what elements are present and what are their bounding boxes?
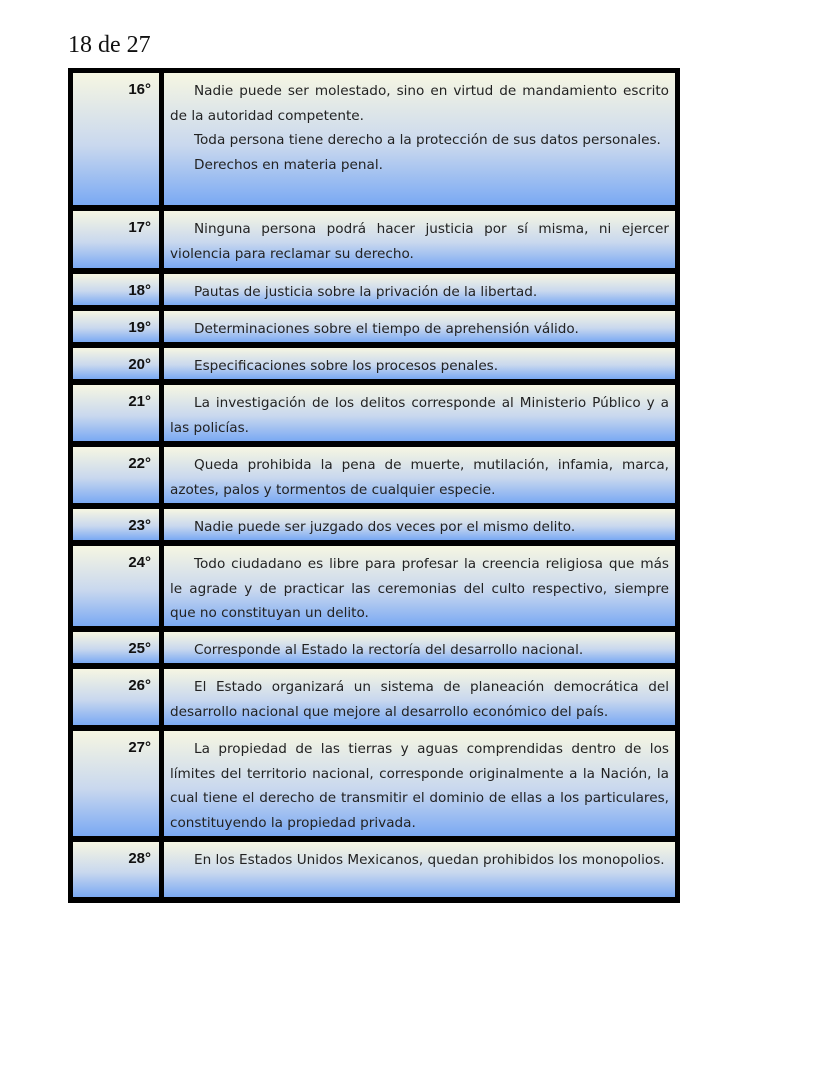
article-summary bbox=[164, 632, 675, 663]
article-paragraph: Ninguna persona podrá hacer justicia por sí misma, ni ejercer violencia para reclamar su derecho. bbox=[170, 221, 669, 262]
article-number: 26° bbox=[73, 669, 159, 725]
articles-table bbox=[68, 68, 680, 903]
article-summary bbox=[164, 274, 675, 305]
article-paragraph: Especificaciones sobre los procesos penales. bbox=[194, 358, 499, 374]
page-counter: 18 de 27 bbox=[68, 32, 151, 58]
article-number: 27° bbox=[73, 731, 159, 836]
article-number: 17° bbox=[73, 211, 159, 268]
article-number: 19° bbox=[73, 311, 159, 342]
article-paragraph: La investigación de los delitos corresponde al Ministerio Público y a las policías. bbox=[170, 395, 669, 436]
article-number: 22° bbox=[73, 447, 159, 503]
article-row bbox=[73, 669, 675, 725]
article-paragraph: Toda persona tiene derecho a la protección de sus datos personales. bbox=[194, 132, 661, 148]
article-row bbox=[73, 385, 675, 441]
article-paragraph: Nadie puede ser molestado, sino en virtud de mandamiento escrito de la autoridad competente. bbox=[170, 83, 669, 124]
article-summary bbox=[164, 669, 675, 725]
article-paragraph: Determinaciones sobre el tiempo de aprehensión válido. bbox=[194, 321, 579, 337]
article-paragraph: La propiedad de las tierras y aguas comprendidas dentro de los límites del territorio nacional, corresponde originalmente a la Nación, la cual tiene el derecho de transmitir el dominio de ellas a los particulares, constituyendo la propiedad privada. bbox=[170, 741, 669, 831]
article-summary bbox=[164, 509, 675, 540]
article-paragraph: Todo ciudadano es libre para profesar la creencia religiosa que más le agrade y de practicar las ceremonias del culto respectivo, siempre que no constituyan un delito. bbox=[170, 556, 669, 621]
article-number: 21° bbox=[73, 385, 159, 441]
article-summary bbox=[164, 385, 675, 441]
article-number: 16° bbox=[73, 73, 159, 205]
article-summary bbox=[164, 842, 675, 897]
article-row bbox=[73, 348, 675, 379]
article-row bbox=[73, 447, 675, 503]
article-row bbox=[73, 211, 675, 268]
article-number: 24° bbox=[73, 546, 159, 626]
article-number: 25° bbox=[73, 632, 159, 663]
article-number: 28° bbox=[73, 842, 159, 897]
article-number: 23° bbox=[73, 509, 159, 540]
article-number: 18° bbox=[73, 274, 159, 305]
article-row bbox=[73, 311, 675, 342]
article-summary bbox=[164, 311, 675, 342]
article-row bbox=[73, 842, 675, 897]
article-row bbox=[73, 632, 675, 663]
article-row bbox=[73, 73, 675, 205]
article-summary bbox=[164, 211, 675, 268]
article-paragraph: Nadie puede ser juzgado dos veces por el mismo delito. bbox=[194, 519, 576, 535]
article-paragraph: Derechos en materia penal. bbox=[194, 156, 383, 173]
article-summary bbox=[164, 447, 675, 503]
article-paragraph: En los Estados Unidos Mexicanos, quedan prohibidos los monopolios. bbox=[194, 852, 665, 868]
article-row bbox=[73, 546, 675, 626]
article-paragraph: Corresponde al Estado la rectoría del desarrollo nacional. bbox=[194, 642, 584, 658]
article-summary bbox=[164, 73, 675, 205]
article-paragraph: Queda prohibida la pena de muerte, mutilación, infamia, marca, azotes, palos y tormentos de cualquier especie. bbox=[170, 457, 669, 498]
article-row bbox=[73, 731, 675, 836]
article-paragraph: Pautas de justicia sobre la privación de la libertad. bbox=[194, 284, 538, 300]
article-summary bbox=[164, 348, 675, 379]
article-row bbox=[73, 509, 675, 540]
article-number: 20° bbox=[73, 348, 159, 379]
article-summary bbox=[164, 546, 675, 626]
article-row bbox=[73, 274, 675, 305]
article-paragraph: El Estado organizará un sistema de planeación democrática del desarrollo nacional que mejore al desarrollo económico del país. bbox=[170, 679, 669, 720]
article-summary bbox=[164, 731, 675, 836]
